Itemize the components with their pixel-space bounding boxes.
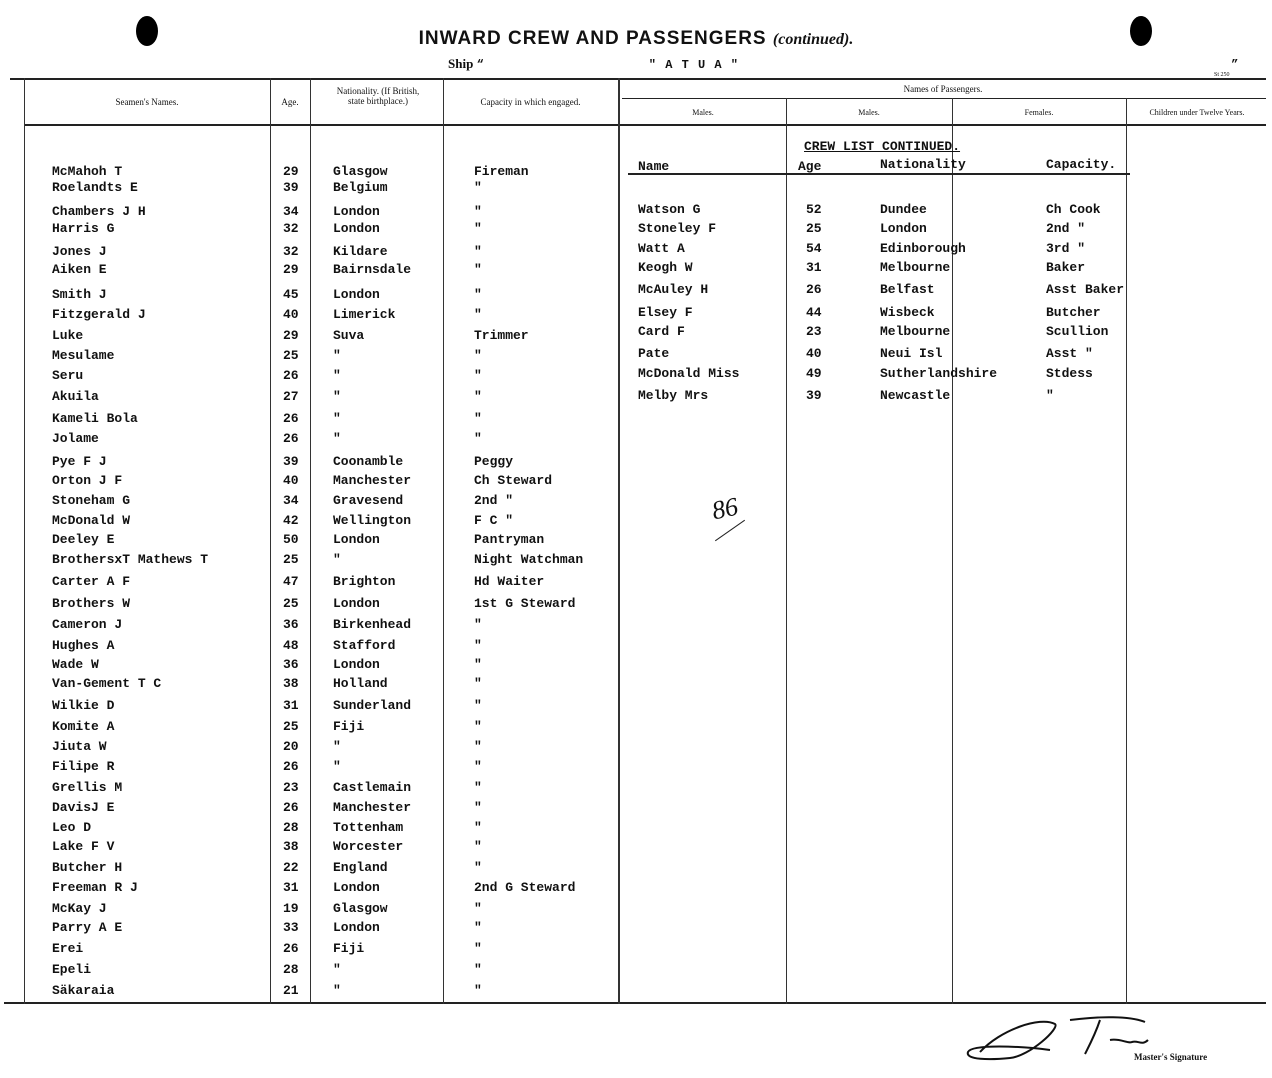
crew-name: Parry A E: [52, 920, 123, 935]
crew-name: Epeli: [52, 962, 92, 977]
passenger-age: 52: [806, 202, 822, 217]
crew-capacity: ": [474, 368, 482, 383]
crew-list-continued-heading: CREW LIST CONTINUED.: [804, 139, 961, 154]
passenger-age: 23: [806, 324, 822, 339]
passenger-capacity: Asst Baker: [1046, 282, 1125, 297]
crew-age: 29: [283, 262, 299, 277]
crew-nationality: Glasgow: [333, 901, 388, 916]
passenger-name: Watt A: [638, 241, 685, 256]
crew-name: Jolame: [52, 431, 99, 446]
crew-nationality: London: [333, 880, 380, 895]
passenger-age: 39: [806, 388, 822, 403]
passenger-capacity: 2nd ": [1046, 221, 1086, 236]
passenger-capacity: Stdess: [1046, 366, 1093, 381]
crew-name: Butcher H: [52, 860, 123, 875]
crew-name: Brothers W: [52, 596, 131, 611]
passenger-nationality: Melbourne: [880, 324, 951, 339]
crew-age: 26: [283, 411, 299, 426]
pass-header-underline: [628, 173, 1130, 175]
passenger-name: Watson G: [638, 202, 701, 217]
crew-capacity: ": [474, 204, 482, 219]
crew-nationality: London: [333, 204, 380, 219]
passenger-age: 40: [806, 346, 822, 361]
crew-age: 29: [283, 328, 299, 343]
crew-age: 32: [283, 221, 299, 236]
crew-capacity: ": [474, 759, 482, 774]
crew-nationality: London: [333, 657, 380, 672]
passenger-name: McDonald Miss: [638, 366, 740, 381]
col-divider-1: [24, 78, 25, 1004]
crew-nationality: Kildare: [333, 244, 388, 259]
marginal-note: 86: [709, 491, 741, 526]
header-passengers: Names of Passengers.: [903, 84, 983, 94]
crew-name: McDonald W: [52, 513, 131, 528]
crew-capacity: ": [474, 860, 482, 875]
crew-age: 50: [283, 532, 299, 547]
crew-capacity: ": [474, 739, 482, 754]
header-age: Age.: [281, 97, 299, 107]
crew-capacity: ": [474, 983, 482, 998]
crew-capacity: 1st G Steward: [474, 596, 576, 611]
crew-age: 20: [283, 739, 299, 754]
crew-nationality: Fiji: [333, 941, 365, 956]
crew-name: DavisJ E: [52, 800, 115, 815]
crew-nationality: Suva: [333, 328, 365, 343]
crew-capacity: ": [474, 262, 482, 277]
pass-header-capacity: Capacity.: [1046, 157, 1117, 172]
crew-capacity: ": [474, 389, 482, 404]
crew-name: Pye F J: [52, 454, 107, 469]
passenger-age: 44: [806, 305, 822, 320]
crew-name: Grellis M: [52, 780, 123, 795]
crew-nationality: Brighton: [333, 574, 396, 589]
passenger-subheader-border: [622, 98, 1266, 99]
passenger-nationality: Belfast: [880, 282, 935, 297]
crew-age: 47: [283, 574, 299, 589]
crew-age: 26: [283, 941, 299, 956]
crew-capacity: ": [474, 780, 482, 795]
crew-capacity: ": [474, 180, 482, 195]
crew-nationality: ": [333, 431, 341, 446]
crew-name: Carter A F: [52, 574, 131, 589]
passenger-nationality: Sutherlandshire: [880, 366, 998, 381]
crew-nationality: ": [333, 983, 341, 998]
crew-capacity: Ch Steward: [474, 473, 553, 488]
crew-age: 25: [283, 596, 299, 611]
pass-header-name: Name: [638, 159, 670, 174]
crew-capacity: ": [474, 719, 482, 734]
crew-age: 48: [283, 638, 299, 653]
col-divider-3: [310, 78, 311, 1004]
passenger-nationality: Edinborough: [880, 241, 966, 256]
crew-nationality: ": [333, 962, 341, 977]
crew-capacity: ": [474, 307, 482, 322]
crew-nationality: Belgium: [333, 180, 388, 195]
crew-age: 28: [283, 820, 299, 835]
header-nationality: Nationality. (If British, state birthplace.): [336, 86, 420, 106]
header-children: Children under Twelve Years.: [1149, 108, 1245, 117]
passenger-nationality: Neui Isl: [880, 346, 943, 361]
crew-nationality: Worcester: [333, 839, 404, 854]
crew-name: Säkaraia: [52, 983, 115, 998]
passenger-capacity: ": [1046, 388, 1054, 403]
crew-age: 39: [283, 454, 299, 469]
crew-capacity: 2nd G Steward: [474, 880, 576, 895]
header-seamen-names: Seamen's Names.: [115, 97, 179, 107]
ship-label: Ship: [448, 56, 474, 71]
crew-age: 36: [283, 617, 299, 632]
crew-capacity: ": [474, 800, 482, 815]
crew-capacity: ": [474, 901, 482, 916]
crew-nationality: Limerick: [333, 307, 396, 322]
crew-name: Lake F V: [52, 839, 115, 854]
crew-name: Harris G: [52, 221, 115, 236]
crew-nationality: Holland: [333, 676, 388, 691]
passenger-capacity: Ch Cook: [1046, 202, 1101, 217]
pass-header-nationality: Nationality: [880, 157, 966, 172]
crew-capacity: ": [474, 411, 482, 426]
crew-nationality: Glasgow: [333, 164, 388, 179]
crew-nationality: ": [333, 368, 341, 383]
crew-name: Fitzgerald J: [52, 307, 146, 322]
crew-nationality: Sunderland: [333, 698, 412, 713]
passenger-name: Card F: [638, 324, 685, 339]
crew-nationality: Gravesend: [333, 493, 404, 508]
crew-capacity: 2nd ": [474, 493, 514, 508]
col-divider-4: [443, 78, 444, 1004]
crew-capacity: ": [474, 221, 482, 236]
passenger-capacity: 3rd ": [1046, 241, 1086, 256]
crew-nationality: Coonamble: [333, 454, 404, 469]
crew-age: 25: [283, 719, 299, 734]
crew-age: 33: [283, 920, 299, 935]
crew-capacity: ": [474, 287, 482, 302]
crew-nationality: England: [333, 860, 388, 875]
crew-nationality: ": [333, 348, 341, 363]
crew-capacity: ": [474, 962, 482, 977]
crew-nationality: ": [333, 389, 341, 404]
passenger-name: Pate: [638, 346, 670, 361]
passenger-name: McAuley H: [638, 282, 709, 297]
crew-name: Van-Gement T C: [52, 676, 162, 691]
crew-age: 32: [283, 244, 299, 259]
crew-capacity: Trimmer: [474, 328, 529, 343]
passenger-age: 49: [806, 366, 822, 381]
crew-name: Roelandts E: [52, 180, 138, 195]
crew-capacity: ": [474, 820, 482, 835]
crew-name: Seru: [52, 368, 84, 383]
col-divider-2: [270, 78, 271, 1004]
passenger-name: Melby Mrs: [638, 388, 709, 403]
crew-nationality: Fiji: [333, 719, 365, 734]
crew-capacity: ": [474, 839, 482, 854]
passenger-age: 31: [806, 260, 822, 275]
page-title: [0, 28, 1272, 50]
crew-capacity: Night Watchman: [474, 552, 584, 567]
passenger-nationality: London: [880, 221, 927, 236]
crew-age: 23: [283, 780, 299, 795]
crew-age: 19: [283, 901, 299, 916]
crew-nationality: London: [333, 287, 380, 302]
crew-age: 34: [283, 204, 299, 219]
crew-age: 26: [283, 800, 299, 815]
crew-name: Komite A: [52, 719, 115, 734]
crew-name: Jiuta W: [52, 739, 107, 754]
passenger-capacity: Asst ": [1046, 346, 1093, 361]
title-text: INWARD CREW AND PASSENGERS: [418, 28, 767, 49]
signature-label: Master's Signature: [1134, 1052, 1208, 1062]
crew-name: Erei: [52, 941, 84, 956]
crew-age: 39: [283, 180, 299, 195]
crew-age: 36: [283, 657, 299, 672]
passenger-nationality: Newcastle: [880, 388, 951, 403]
crew-capacity: ": [474, 920, 482, 935]
crew-name: McKay J: [52, 901, 107, 916]
crew-nationality: ": [333, 759, 341, 774]
crew-capacity: ": [474, 698, 482, 713]
crew-age: 42: [283, 513, 299, 528]
passenger-nationality: Wisbeck: [880, 305, 935, 320]
crew-age: 25: [283, 552, 299, 567]
crew-name: BrothersxT Mathews T: [52, 552, 209, 567]
crew-age: 45: [283, 287, 299, 302]
signature-text: [1090, 1030, 1094, 1031]
crew-nationality: London: [333, 532, 380, 547]
crew-capacity: ": [474, 244, 482, 259]
form-code: St 250: [1214, 72, 1230, 78]
ship-line: [448, 56, 1239, 72]
ship-name: “ " A T U A " ”: [476, 58, 1240, 72]
crew-nationality: Castlemain: [333, 780, 412, 795]
passenger-nationality: Melbourne: [880, 260, 951, 275]
crew-name: Jones J: [52, 244, 107, 259]
crew-nationality: Bairnsdale: [333, 262, 412, 277]
passenger-age: 54: [806, 241, 822, 256]
crew-age: 40: [283, 307, 299, 322]
header-females: Females.: [1024, 108, 1054, 117]
passenger-name: Elsey F: [638, 305, 693, 320]
passenger-name: Keogh W: [638, 260, 693, 275]
crew-name: Hughes A: [52, 638, 115, 653]
crew-name: Mesulame: [52, 348, 115, 363]
crew-nationality: Birkenhead: [333, 617, 412, 632]
crew-name: Stoneham G: [52, 493, 131, 508]
crew-name: Deeley E: [52, 532, 115, 547]
header-capacity: Capacity in which engaged.: [480, 97, 581, 107]
crew-nationality: London: [333, 596, 380, 611]
crew-capacity: F C ": [474, 513, 514, 528]
passenger-capacity: Baker: [1046, 260, 1086, 275]
crew-nationality: ": [333, 739, 341, 754]
col-divider-5: [618, 78, 620, 1004]
crew-name: Filipe R: [52, 759, 115, 774]
crew-nationality: Wellington: [333, 513, 412, 528]
crew-age: 22: [283, 860, 299, 875]
crew-name: Orton J F: [52, 473, 123, 488]
crew-nationality: ": [333, 552, 341, 567]
crew-nationality: London: [333, 920, 380, 935]
crew-age: 26: [283, 759, 299, 774]
crew-age: 38: [283, 676, 299, 691]
col-divider-7: [952, 98, 953, 1004]
signature-scrawl: [960, 1010, 1160, 1064]
crew-name: Leo D: [52, 820, 92, 835]
crew-capacity: ": [474, 676, 482, 691]
passenger-nationality: Dundee: [880, 202, 927, 217]
passenger-capacity: Scullion: [1046, 324, 1109, 339]
crew-age: 31: [283, 698, 299, 713]
crew-nationality: Manchester: [333, 800, 412, 815]
crew-age: 38: [283, 839, 299, 854]
crew-age: 25: [283, 348, 299, 363]
table-bottom-border: [4, 1002, 1266, 1004]
crew-nationality: Tottenham: [333, 820, 404, 835]
passenger-capacity: Butcher: [1046, 305, 1101, 320]
crew-name: Kameli Bola: [52, 411, 138, 426]
crew-capacity: Fireman: [474, 164, 529, 179]
header-males-1: Males.: [692, 108, 714, 117]
crew-age: 40: [283, 473, 299, 488]
passenger-age: 26: [806, 282, 822, 297]
crew-name: Wilkie D: [52, 698, 115, 713]
crew-nationality: Stafford: [333, 638, 396, 653]
crew-nationality: Manchester: [333, 473, 412, 488]
crew-name: Luke: [52, 328, 84, 343]
title-suffix: (continued).: [772, 31, 854, 48]
crew-age: 21: [283, 983, 299, 998]
crew-capacity: ": [474, 638, 482, 653]
crew-capacity: Peggy: [474, 454, 514, 469]
crew-capacity: ": [474, 657, 482, 672]
table-top-border: [10, 78, 1266, 80]
crew-name: McMahoh T: [52, 164, 123, 179]
crew-age: 34: [283, 493, 299, 508]
crew-age: 27: [283, 389, 299, 404]
crew-capacity: ": [474, 431, 482, 446]
crew-name: Freeman R J: [52, 880, 138, 895]
crew-name: Wade W: [52, 657, 99, 672]
passenger-age: 25: [806, 221, 822, 236]
crew-name: Smith J: [52, 287, 107, 302]
crew-capacity: ": [474, 617, 482, 632]
crew-capacity: Hd Waiter: [474, 574, 545, 589]
crew-name: Aiken E: [52, 262, 107, 277]
crew-nationality: London: [333, 221, 380, 236]
crew-age: 31: [283, 880, 299, 895]
crew-age: 26: [283, 368, 299, 383]
crew-age: 28: [283, 962, 299, 977]
crew-age: 26: [283, 431, 299, 446]
crew-name: Cameron J: [52, 617, 123, 632]
crew-nationality: ": [333, 411, 341, 426]
crew-capacity: ": [474, 941, 482, 956]
crew-capacity: ": [474, 348, 482, 363]
col-divider-8: [1126, 98, 1127, 1004]
crew-capacity: Pantryman: [474, 532, 545, 547]
header-males-2: Males.: [858, 108, 880, 117]
pass-header-age: Age: [798, 159, 822, 174]
header-bottom-border: [24, 124, 1266, 126]
col-divider-6: [786, 98, 787, 1004]
crew-age: 29: [283, 164, 299, 179]
crew-name: Chambers J H: [52, 204, 146, 219]
passenger-name: Stoneley F: [638, 221, 717, 236]
crew-name: Akuila: [52, 389, 99, 404]
